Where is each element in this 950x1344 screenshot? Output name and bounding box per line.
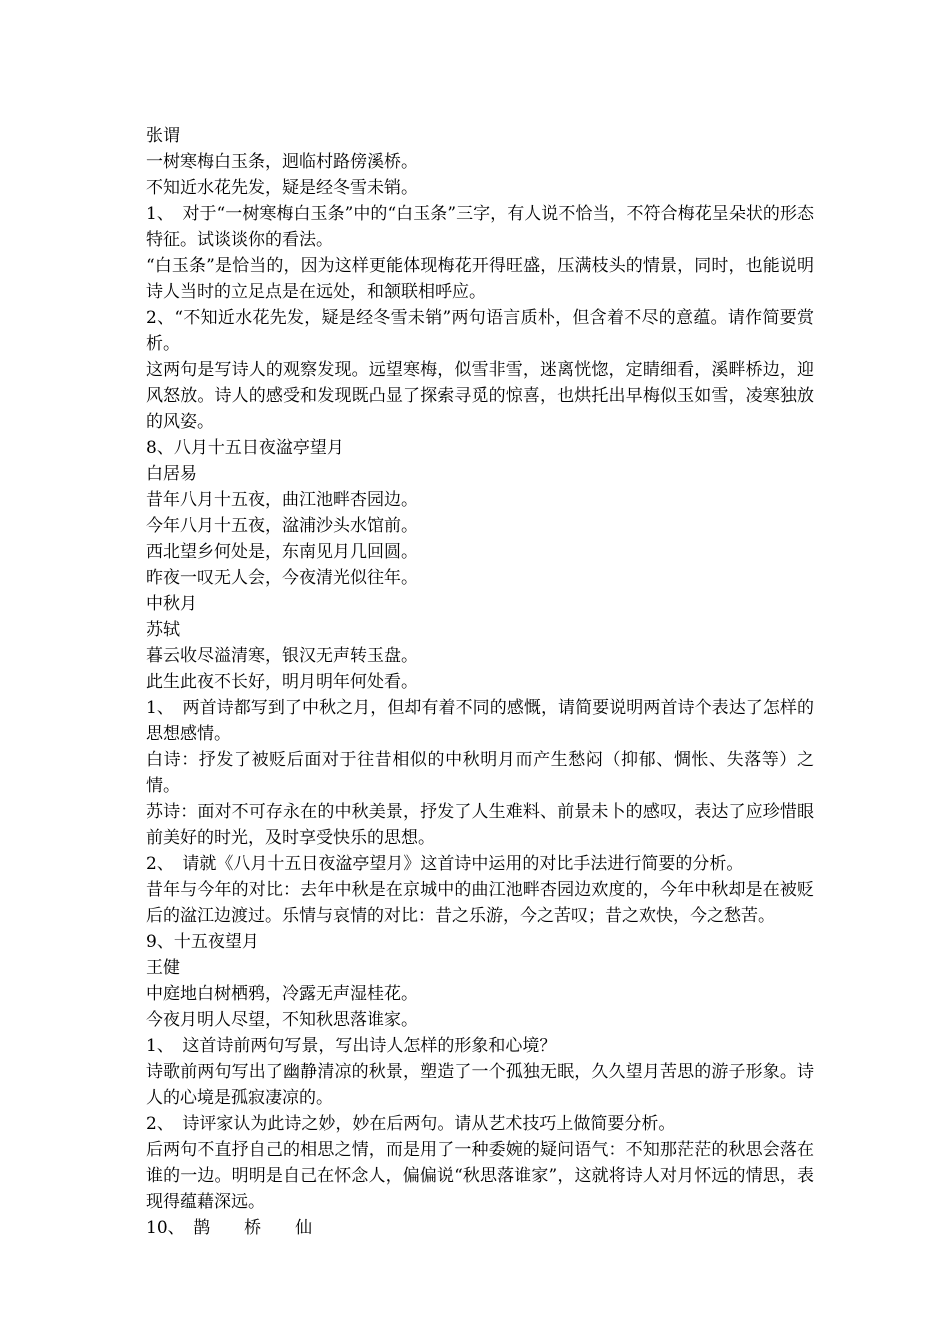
poem-line: 一树寒梅白玉条，迥临村路傍溪桥。 bbox=[146, 152, 418, 172]
poet-name: 白居易 bbox=[146, 464, 197, 484]
question: 1、 对于“一树寒梅白玉条”中的“白玉条”三字，有人说不恰当，不符合梅花呈朵状的形态特征。试谈谈你的看法。 bbox=[146, 204, 814, 250]
answer: 诗歌前两句写出了幽静清凉的秋景，塑造了一个孤独无眠，久久望月苦思的游子形象。诗人的心境是孤寂凄凉的。 bbox=[146, 1062, 814, 1108]
answer: 苏诗：面对不可存永在的中秋美景，抒发了人生难料、前景未卜的感叹，表达了应珍惜眼前美好的时光，及时享受快乐的思想。 bbox=[146, 802, 814, 848]
poem-line: 中庭地白树栖鸦，冷露无声湿桂花。 bbox=[146, 984, 418, 1004]
answer: “白玉条”是恰当的，因为这样更能体现梅花开得旺盛，压满枝头的情景，同时，也能说明诗人当时的立足点是在远处，和颔联相呼应。 bbox=[146, 256, 814, 302]
poem-title: 9、十五夜望月 bbox=[146, 932, 259, 952]
question: 1、 两首诗都写到了中秋之月，但却有着不同的感慨，请简要说明两首诗个表达了怎样的思想感情。 bbox=[146, 698, 814, 744]
poem-line: 昨夜一叹无人会，今夜清光似往年。 bbox=[146, 568, 418, 588]
answer: 昔年与今年的对比：去年中秋是在京城中的曲江池畔杏园边欢度的，今年中秋却是在被贬后的湓江边渡过。乐情与哀情的对比：昔之乐游，今之苦叹；昔之欢快，今之愁苦。 bbox=[146, 880, 814, 926]
document-body bbox=[146, 123, 814, 1241]
poem-line: 今夜月明人尽望，不知秋思落谁家。 bbox=[146, 1010, 418, 1030]
poem-line: 此生此夜不长好，明月明年何处看。 bbox=[146, 672, 418, 692]
question: 2、 请就《八月十五日夜湓亭望月》这首诗中运用的对比手法进行简要的分析。 bbox=[146, 854, 744, 874]
poet-name: 王健 bbox=[146, 958, 180, 978]
answer: 后两句不直抒自己的相思之情，而是用了一种委婉的疑问语气：不知那茫茫的秋思会落在谁的一边。明明是自己在怀念人，偏偏说“秋思落谁家”，这就将诗人对月怀远的情思，表现得蕴藉深远。 bbox=[146, 1140, 814, 1212]
poem-line: 西北望乡何处是，东南见月几回圆。 bbox=[146, 542, 418, 562]
poem-line: 暮云收尽溢清寒，银汉无声转玉盘。 bbox=[146, 646, 418, 666]
poet-name: 苏轼 bbox=[146, 620, 180, 640]
poem-title: 10、 鹊 桥 仙 bbox=[146, 1218, 313, 1238]
question: 2、“不知近水花先发，疑是经冬雪未销”两句语言质朴，但含着不尽的意蕴。请作简要赏析。 bbox=[146, 308, 814, 354]
answer: 白诗：抒发了被贬后面对于往昔相似的中秋明月而产生愁闷（抑郁、惆怅、失落等）之情。 bbox=[146, 750, 814, 796]
question: 2、 诗评家认为此诗之妙，妙在后两句。请从艺术技巧上做简要分析。 bbox=[146, 1114, 676, 1134]
poem-line: 昔年八月十五夜，曲江池畔杏园边。 bbox=[146, 490, 418, 510]
answer: 这两句是写诗人的观察发现。远望寒梅，似雪非雪，迷离恍惚，定睛细看，溪畔桥边，迎风怒放。诗人的感受和发现既凸显了探索寻觅的惊喜，也烘托出早梅似玉如雪，凌寒独放的风姿。 bbox=[146, 360, 814, 432]
poem-line: 不知近水花先发，疑是经冬雪未销。 bbox=[146, 178, 418, 198]
poem-title: 中秋月 bbox=[146, 594, 197, 614]
poem-line: 今年八月十五夜，湓浦沙头水馆前。 bbox=[146, 516, 418, 536]
question: 1、 这首诗前两句写景，写出诗人怎样的形象和心境？ bbox=[146, 1036, 557, 1056]
poet-name: 张谓 bbox=[146, 126, 180, 146]
poem-title: 8、八月十五日夜湓亭望月 bbox=[146, 438, 344, 458]
